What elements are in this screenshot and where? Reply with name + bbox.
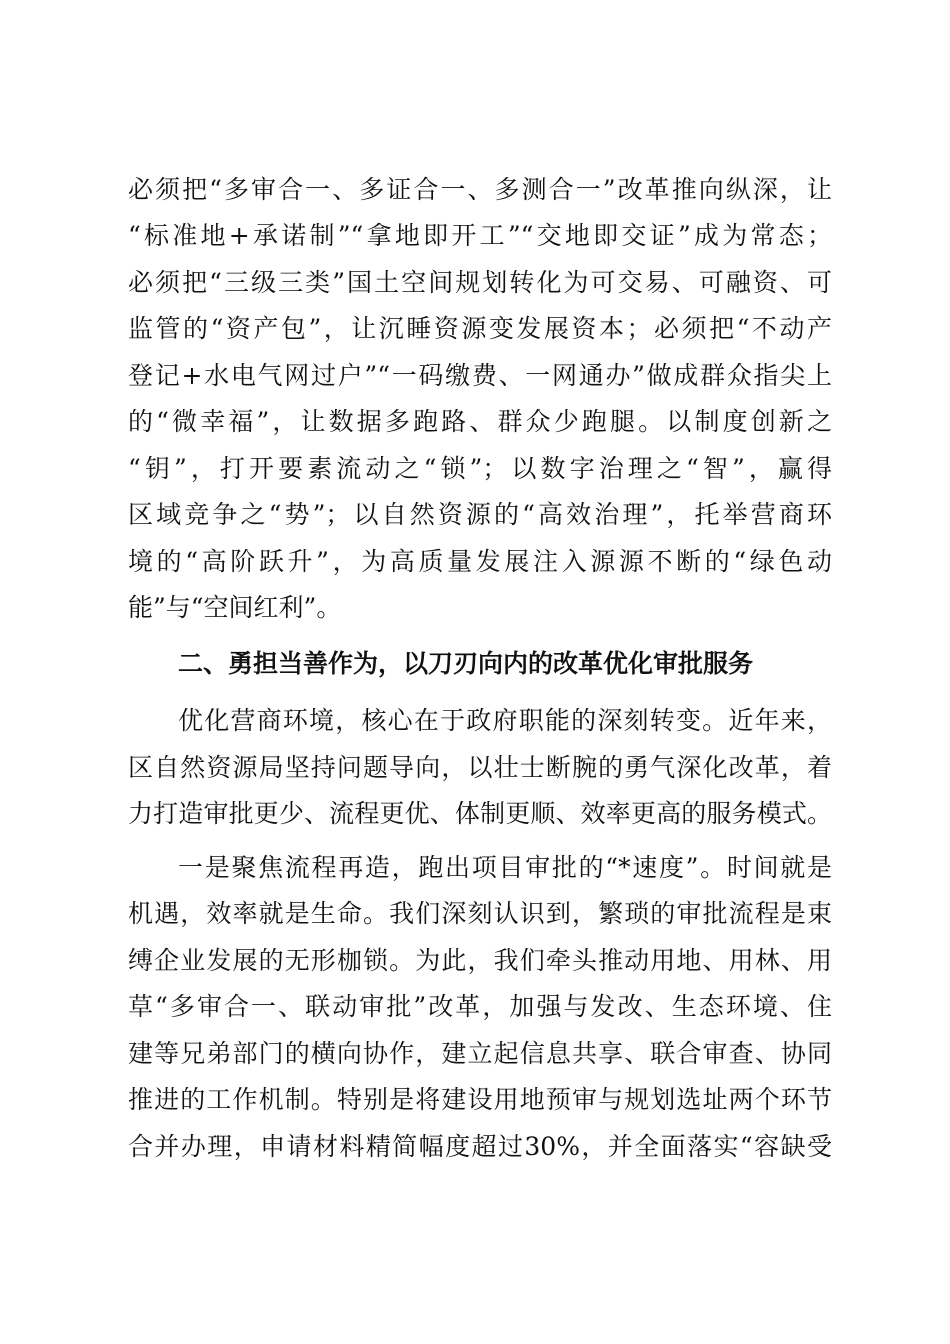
section-heading: 二、勇担当善作为，以刀刃向内的改革优化审批服务 <box>178 649 754 678</box>
text-line: 境的“高阶跃升”，为高质量发展注入源源不断的“绿色动 <box>128 547 832 576</box>
text-line: 优化营商环境，核心在于政府职能的深刻转变。近年来， <box>178 706 832 735</box>
text-line: 建等兄弟部门的横向协作，建立起信息共享、联合审查、协同 <box>128 1039 832 1068</box>
text-line: 监管的“资产包”，让沉睡资源变发展资本；必须把“不动产 <box>128 314 832 343</box>
text-line: 合并办理，申请材料精简幅度超过30%，并全面落实“容缺受 <box>128 1132 832 1161</box>
text-line: “钥”，打开要素流动之“锁”；以数字治理之“智”，赢得 <box>128 454 832 483</box>
text-line: 能”与“空间红利”。 <box>128 593 342 622</box>
text-line: “标准地+承诺制”“拿地即开工”“交地即交证”成为常态； <box>128 221 832 250</box>
text-line: 登记+水电气网过户”“一码缴费、一网通办”做成群众指尖上 <box>128 361 832 390</box>
text-line: 缚企业发展的无形枷锁。为此，我们牵头推动用地、用林、用 <box>128 946 832 975</box>
text-line: 的“微幸福”，让数据多跑路、群众少跑腿。以制度创新之 <box>128 407 832 436</box>
text-line: 区域竞争之“势”；以自然资源的“高效治理”，托举营商环 <box>128 500 832 529</box>
text-line: 一是聚焦流程再造，跑出项目审批的“*速度”。时间就是 <box>178 853 832 882</box>
text-line: 必须把“三级三类”国土空间规划转化为可交易、可融资、可 <box>128 268 832 297</box>
text-line: 推进的工作机制。特别是将建设用地预审与规划选址两个环节 <box>128 1085 832 1114</box>
text-line: 机遇，效率就是生命。我们深刻认识到，繁琐的审批流程是束 <box>128 899 832 928</box>
text-line: 力打造审批更少、流程更优、体制更顺、效率更高的服务模式。 <box>128 799 832 828</box>
text-line: 区自然资源局坚持问题导向，以壮士断腕的勇气深化改革，着 <box>128 753 832 782</box>
text-line: 必须把“多审合一、多证合一、多测合一”改革推向纵深，让 <box>128 175 832 204</box>
text-line: 草“多审合一、联动审批”改革，加强与发改、生态环境、住 <box>128 992 832 1021</box>
